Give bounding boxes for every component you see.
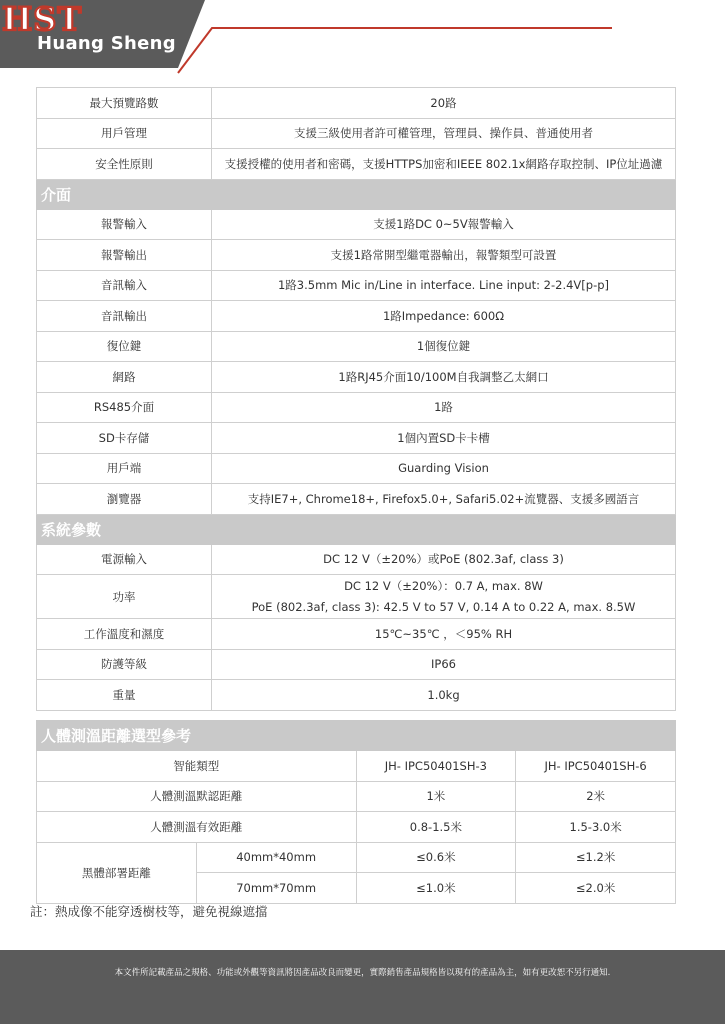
section-header-system xyxy=(37,514,676,544)
table-row xyxy=(37,680,676,711)
cell: 1米 xyxy=(356,781,516,812)
row-value: 1路Impedance: 600Ω xyxy=(212,301,676,332)
table-row xyxy=(37,88,676,119)
page-footer xyxy=(0,950,725,1024)
section-header-model xyxy=(37,721,676,751)
table-row xyxy=(37,270,676,301)
table-row xyxy=(37,781,676,812)
row-value: 支持IE7+, Chrome18+, Firefox5.0+, Safari5.02+流覽器、支援多國語言 xyxy=(212,484,676,515)
row-label: 電源輸入 xyxy=(37,544,212,575)
row-value: 1個內置SD卡卡槽 xyxy=(212,423,676,454)
table-row xyxy=(37,423,676,454)
row-label: 最大預覽路數 xyxy=(37,88,212,119)
row-label: 安全性原則 xyxy=(37,149,212,180)
row-label: 報警輸入 xyxy=(37,209,212,240)
table-row xyxy=(37,484,676,515)
table-row xyxy=(37,544,676,575)
row-label: RS485介面 xyxy=(37,392,212,423)
cell: 1.5-3.0米 xyxy=(516,812,676,843)
row-label: 智能類型 xyxy=(37,751,357,782)
row-value: 1.0kg xyxy=(212,680,676,711)
cell: ≤1.2米 xyxy=(516,842,676,873)
sub-label: 40mm*40mm xyxy=(196,842,356,873)
row-label: 工作溫度和濕度 xyxy=(37,619,212,650)
model-col2: JH- IPC50401SH-6 xyxy=(516,751,676,782)
row-value: 1路RJ45介面10/100M自我調整乙太網口 xyxy=(212,362,676,393)
row-label: 音訊輸出 xyxy=(37,301,212,332)
row-value: 支援1路DC 0~5V報警輸入 xyxy=(212,209,676,240)
row-label: 防護等級 xyxy=(37,649,212,680)
table-row xyxy=(37,149,676,180)
row-label: 用戶管理 xyxy=(37,118,212,149)
table-row xyxy=(37,842,676,873)
cell: 2米 xyxy=(516,781,676,812)
row-value xyxy=(212,575,676,619)
model-table xyxy=(36,720,676,904)
cell: ≤1.0米 xyxy=(356,873,516,904)
row-value: 1路3.5mm Mic in/Line in interface. Line input: 2-2.4V[p-p] xyxy=(212,270,676,301)
row-label: 重量 xyxy=(37,680,212,711)
row-value: 20路 xyxy=(212,88,676,119)
row-label: 功率 xyxy=(37,575,212,619)
table-row xyxy=(37,453,676,484)
section-title: 系統參數 xyxy=(37,514,676,544)
row-label: 復位鍵 xyxy=(37,331,212,362)
cell: ≤2.0米 xyxy=(516,873,676,904)
table-row xyxy=(37,751,676,782)
table-row xyxy=(37,331,676,362)
row-value: 1個復位鍵 xyxy=(212,331,676,362)
row-value: DC 12 V（±20%）或PoE (802.3af, class 3) xyxy=(212,544,676,575)
model-col1: JH- IPC50401SH-3 xyxy=(356,751,516,782)
row-value: 1路 xyxy=(212,392,676,423)
row-value: 支援授權的使用者和密碼，支援HTTPS加密和IEEE 802.1x網路存取控制、IP位址過濾 xyxy=(212,149,676,180)
table-row xyxy=(37,392,676,423)
table-row xyxy=(37,240,676,271)
group-label: 黑體部署距離 xyxy=(37,842,197,903)
brand-name: Huang Sheng xyxy=(37,33,176,54)
row-label: SD卡存儲 xyxy=(37,423,212,454)
power-line-2: PoE (802.3af, class 3): 42.5 V to 57 V, 0.14 A to 0.22 A, max. 8.5W xyxy=(251,599,636,614)
table-row xyxy=(37,301,676,332)
table-row xyxy=(37,209,676,240)
section-header-interface xyxy=(37,179,676,209)
note-text: 註：熱成像不能穿透樹枝等，避免視線遮擋 xyxy=(30,904,268,919)
row-value: IP66 xyxy=(212,649,676,680)
row-value: 15℃~35℃ ，＜95% RH xyxy=(212,619,676,650)
row-label: 瀏覽器 xyxy=(37,484,212,515)
section-title: 介面 xyxy=(37,179,676,209)
spec-table xyxy=(36,87,676,711)
hst-logo xyxy=(0,0,92,36)
row-label: 網路 xyxy=(37,362,212,393)
row-value: Guarding Vision xyxy=(212,453,676,484)
table-row xyxy=(37,649,676,680)
footer-disclaimer: 本文件所記載產品之規格、功能或外觀等資訊將因產品改良而變更，實際銷售產品規格皆以現有的產品為主，如有更改恕不另行通知. xyxy=(114,968,611,978)
row-label: 音訊輸入 xyxy=(37,270,212,301)
cell: ≤0.6米 xyxy=(356,842,516,873)
svg-text:HST: HST xyxy=(2,0,83,36)
page-header xyxy=(0,0,725,80)
power-line-1: DC 12 V（±20%）：0.7 A, max. 8W xyxy=(344,578,543,593)
table-row xyxy=(37,118,676,149)
row-label: 人體測溫有效距離 xyxy=(37,812,357,843)
row-label: 人體測溫默認距離 xyxy=(37,781,357,812)
table-row xyxy=(37,575,676,619)
table-row xyxy=(37,362,676,393)
sub-label: 70mm*70mm xyxy=(196,873,356,904)
table-row xyxy=(37,812,676,843)
cell: 0.8-1.5米 xyxy=(356,812,516,843)
table-row xyxy=(37,619,676,650)
row-value: 支援1路常開型繼電器輸出，報警類型可設置 xyxy=(212,240,676,271)
row-value: 支援三級使用者許可權管理，管理員、操作員、普通使用者 xyxy=(212,118,676,149)
section-title: 人體測溫距離選型參考 xyxy=(37,721,676,751)
row-label: 報警輸出 xyxy=(37,240,212,271)
row-label: 用戶端 xyxy=(37,453,212,484)
